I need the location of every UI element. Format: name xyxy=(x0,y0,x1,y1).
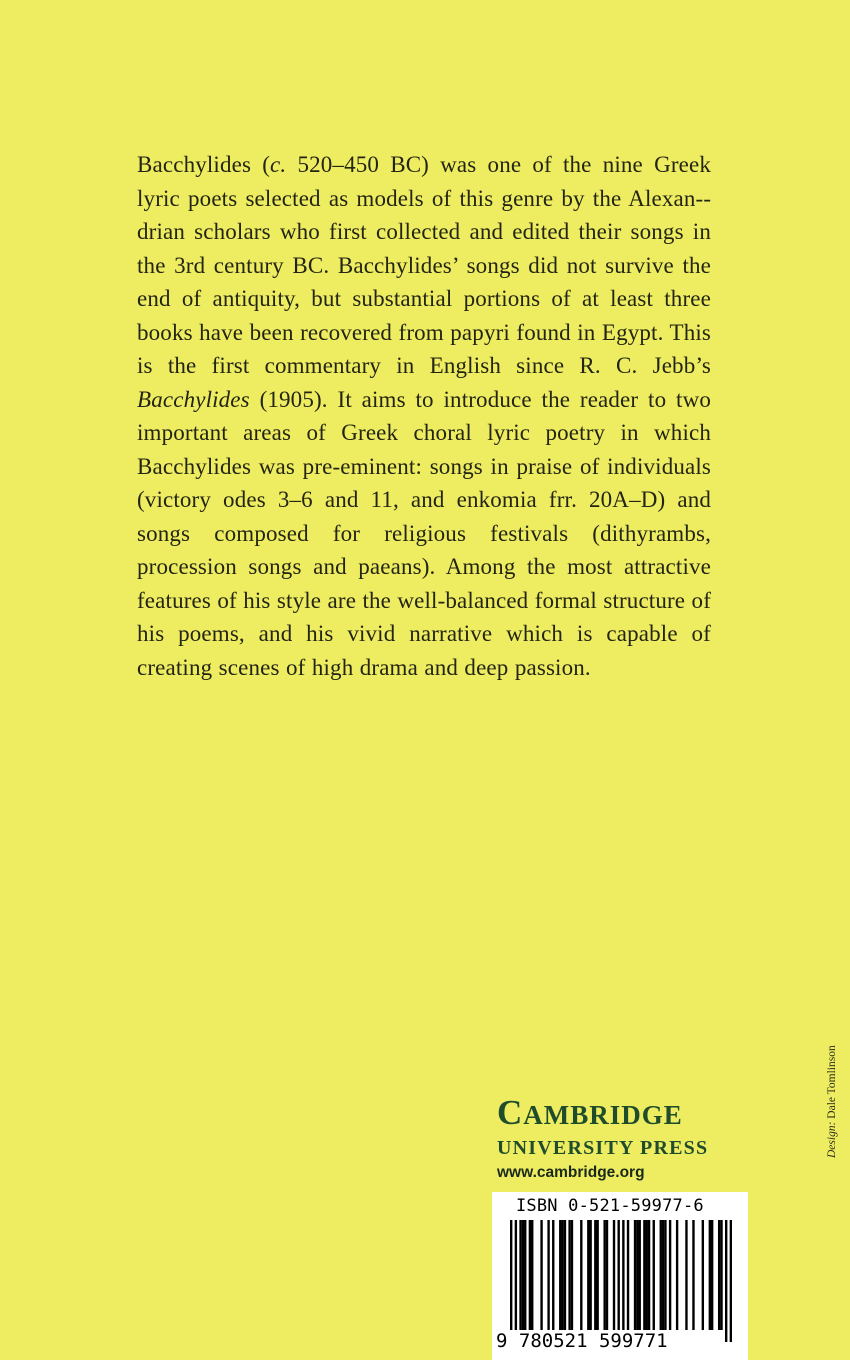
barcode-bar xyxy=(627,1220,629,1330)
barcode-bar xyxy=(662,1220,664,1330)
barcode-bar xyxy=(587,1220,589,1330)
blurb-italic-circa: c. xyxy=(270,152,287,177)
back-cover-blurb xyxy=(137,148,711,684)
barcode-bar xyxy=(636,1220,638,1330)
barcode-bar xyxy=(571,1220,573,1330)
barcode-bar xyxy=(730,1220,732,1342)
blurb-italic-title: Bacchylides xyxy=(137,386,250,412)
publisher-name xyxy=(497,1094,757,1134)
isbn-label: ISBN 0-521-59977-6 xyxy=(516,1196,704,1216)
barcode-bar xyxy=(660,1220,662,1330)
barcode-bar xyxy=(596,1220,598,1330)
barcode-bar xyxy=(561,1220,563,1330)
barcode-bar xyxy=(639,1220,641,1330)
barcode-bar xyxy=(515,1220,517,1342)
barcode-bar xyxy=(519,1220,521,1330)
publisher-url: www.cambridge.org xyxy=(497,1164,645,1181)
barcode-bar xyxy=(547,1220,549,1330)
barcode-bar xyxy=(529,1220,531,1330)
barcode-bar xyxy=(510,1220,512,1342)
publisher-name-initial: C xyxy=(497,1093,524,1132)
barcode-bar xyxy=(589,1220,591,1330)
barcode-bar xyxy=(606,1220,608,1330)
barcode-bar xyxy=(664,1220,666,1330)
ean-digits: 9 780521 599771 xyxy=(496,1330,668,1352)
barcode-bar xyxy=(709,1220,711,1330)
barcode-bar xyxy=(676,1220,678,1330)
barcode-bar xyxy=(622,1220,624,1342)
design-credit-label: Design: xyxy=(826,1121,838,1158)
blurb-text-1: Bacchylides ( xyxy=(137,152,271,177)
barcode-bar xyxy=(594,1220,596,1330)
blurb-text-3: (1905). It aims to introduce the reader to two important areas of Greek choral lyric poetry in which Bacchylides was pre-eminent: songs in praise of individuals (victory odes 3–6 and 11, and enkomia frr. 20A–D) and songs composed for religious festivals (dithyrambs, procession songs and paeans). Among the most attractive features of his style are the well-balanced formal structure of his poems, and his vivid narrative which is capable of creating scenes of high drama and deep passion. xyxy=(137,386,712,680)
barcode-bar xyxy=(552,1220,554,1330)
barcode-bar xyxy=(646,1220,648,1330)
barcode-bars xyxy=(510,1220,732,1342)
barcode-bar xyxy=(531,1220,533,1330)
barcode-bar xyxy=(564,1220,566,1330)
barcode-bar xyxy=(522,1220,524,1330)
barcode-bar xyxy=(718,1220,720,1330)
barcode-bar xyxy=(702,1220,704,1330)
barcode-bar xyxy=(580,1220,582,1330)
blurb-text-2: 520–450 BC) was one of the nine Greek lyric poets selected as models of this genre by the Alexan-drian scholars who first collected and edited their songs in the 3rd century BC. Bacchylides’ songs did not survive the end of antiquity, but substantial portions of at least three books have been recovered from papyri found in Egypt. This is the first commentary in English since R. C. Jebb’s xyxy=(137,152,712,378)
barcode-bar xyxy=(669,1220,671,1330)
design-credit-name: Dale Tomlinson xyxy=(826,1045,838,1122)
barcode-bar xyxy=(685,1220,687,1330)
barcode-bar xyxy=(524,1220,526,1330)
barcode-bar xyxy=(643,1220,645,1330)
publisher-name-rest: AMBRIDGE xyxy=(523,1100,683,1130)
barcode-bar xyxy=(568,1220,570,1330)
design-credit xyxy=(826,1020,836,1160)
publisher-logo xyxy=(497,1094,757,1182)
barcode-bar xyxy=(720,1220,722,1330)
blurb-paragraph xyxy=(137,148,711,684)
barcode-bar xyxy=(648,1220,650,1330)
barcode-bar xyxy=(725,1220,727,1342)
publisher-subtitle: UNIVERSITY PRESS xyxy=(497,1137,709,1159)
isbn-barcode xyxy=(492,1192,748,1360)
barcode-bar xyxy=(617,1220,619,1342)
barcode-bar xyxy=(613,1220,615,1330)
barcode-bar xyxy=(653,1220,655,1330)
barcode-bar xyxy=(540,1220,542,1330)
barcode-bar xyxy=(634,1220,636,1330)
barcode-bar xyxy=(711,1220,713,1330)
barcode-bar xyxy=(603,1220,605,1330)
barcode-bar xyxy=(692,1220,694,1330)
barcode-bar xyxy=(559,1220,561,1330)
